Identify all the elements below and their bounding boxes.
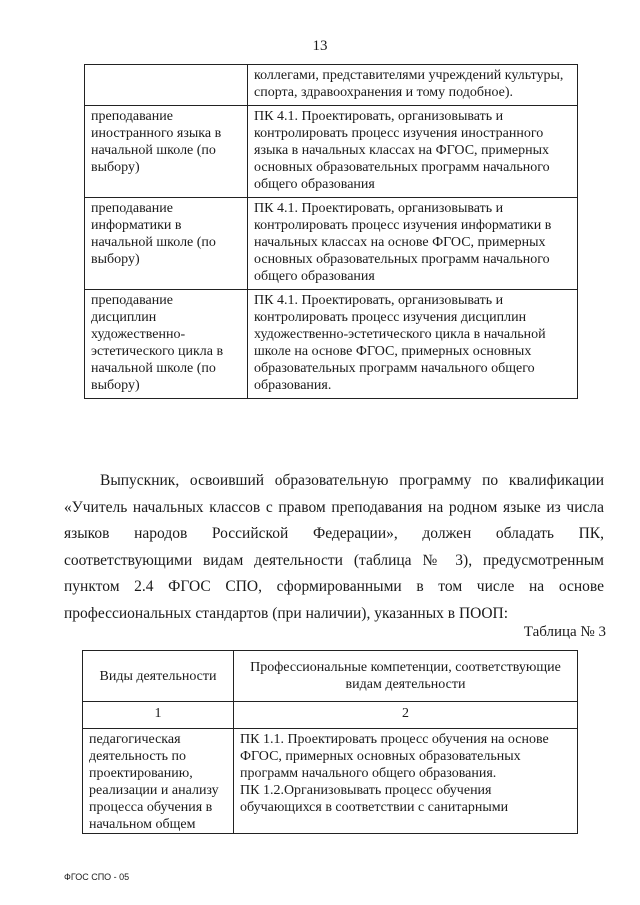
body-paragraph: Выпускник, освоивший образовательную программу по квалификации «Учитель начальных классов с правом преподавания на родном языке из числа языков народов Российской Федерации», должен обладать ПК, соответствующими видам деятельности (таблица № 3), предусмотренным пунктом 2.4 ФГОС СПО, сформированными в том числе на основе профессиональных стандартов (при наличии), указанных в ПООП: [64,472,604,622]
competence-cell: ПК 4.1. Проектировать, организовывать и контролировать процесс изучения иностранного языка в начальных классах на ФГОС, примерных основных образовательных программ начального общего образования [248,106,578,198]
competence-cell: коллегами, представителями учреждений культуры, спорта, здравоохранения и тому подобное). [248,65,578,106]
activity-cell: преподавание иностранного языка в начальной школе (по выбору) [85,106,248,198]
activity-cell: педагогическая деятельность по проектированию, реализации и анализу процесса обучения в начальном общем [83,729,234,834]
activity-cell: преподавание дисциплин художественно-эстетического цикла в начальной школе (по выбору) [85,290,248,399]
competence-pk-1-1: ПК 1.1. Проектировать процесс обучения на основе ФГОС, примерных основных образовательных программ начального общего образования. [240,732,549,781]
table-row [85,198,578,290]
competence-table-continued [84,64,578,399]
table-caption: Таблица № 3 [523,624,606,640]
activity-cell [85,65,248,106]
column-number-1: 1 [83,702,234,729]
table-row [85,290,578,399]
activity-cell: преподавание информатики в начальной школе (по выбору) [85,198,248,290]
table-row [85,65,578,106]
competence-cell: ПК 4.1. Проектировать, организовывать и контролировать процесс изучения дисциплин художественно-эстетического цикла в начальной школе на основе ФГОС, примерных основных образовательных программ начального общего образования. [248,290,578,399]
page-footer: ФГОС СПО - 05 [64,872,130,882]
competence-pk-1-2: ПК 1.2.Организовывать процесс обучения обучающихся в соответствии с санитарными [240,783,509,815]
header-activities: Виды деятельности [83,651,234,702]
table-row [85,106,578,198]
competence-cell: ПК 4.1. Проектировать, организовывать и контролировать процесс изучения информатики в начальных классах на основе ФГОС, примерных основных образовательных программ начального общего образования [248,198,578,290]
header-competences: Профессиональные компетенции, соответствующие видам деятельности [234,651,578,702]
page-number: 13 [312,38,328,54]
table-header-row [83,651,578,702]
competence-table-3 [82,650,578,834]
table-row [83,729,578,834]
table-number-row [83,702,578,729]
competence-cell [234,729,578,834]
column-number-2: 2 [234,702,578,729]
